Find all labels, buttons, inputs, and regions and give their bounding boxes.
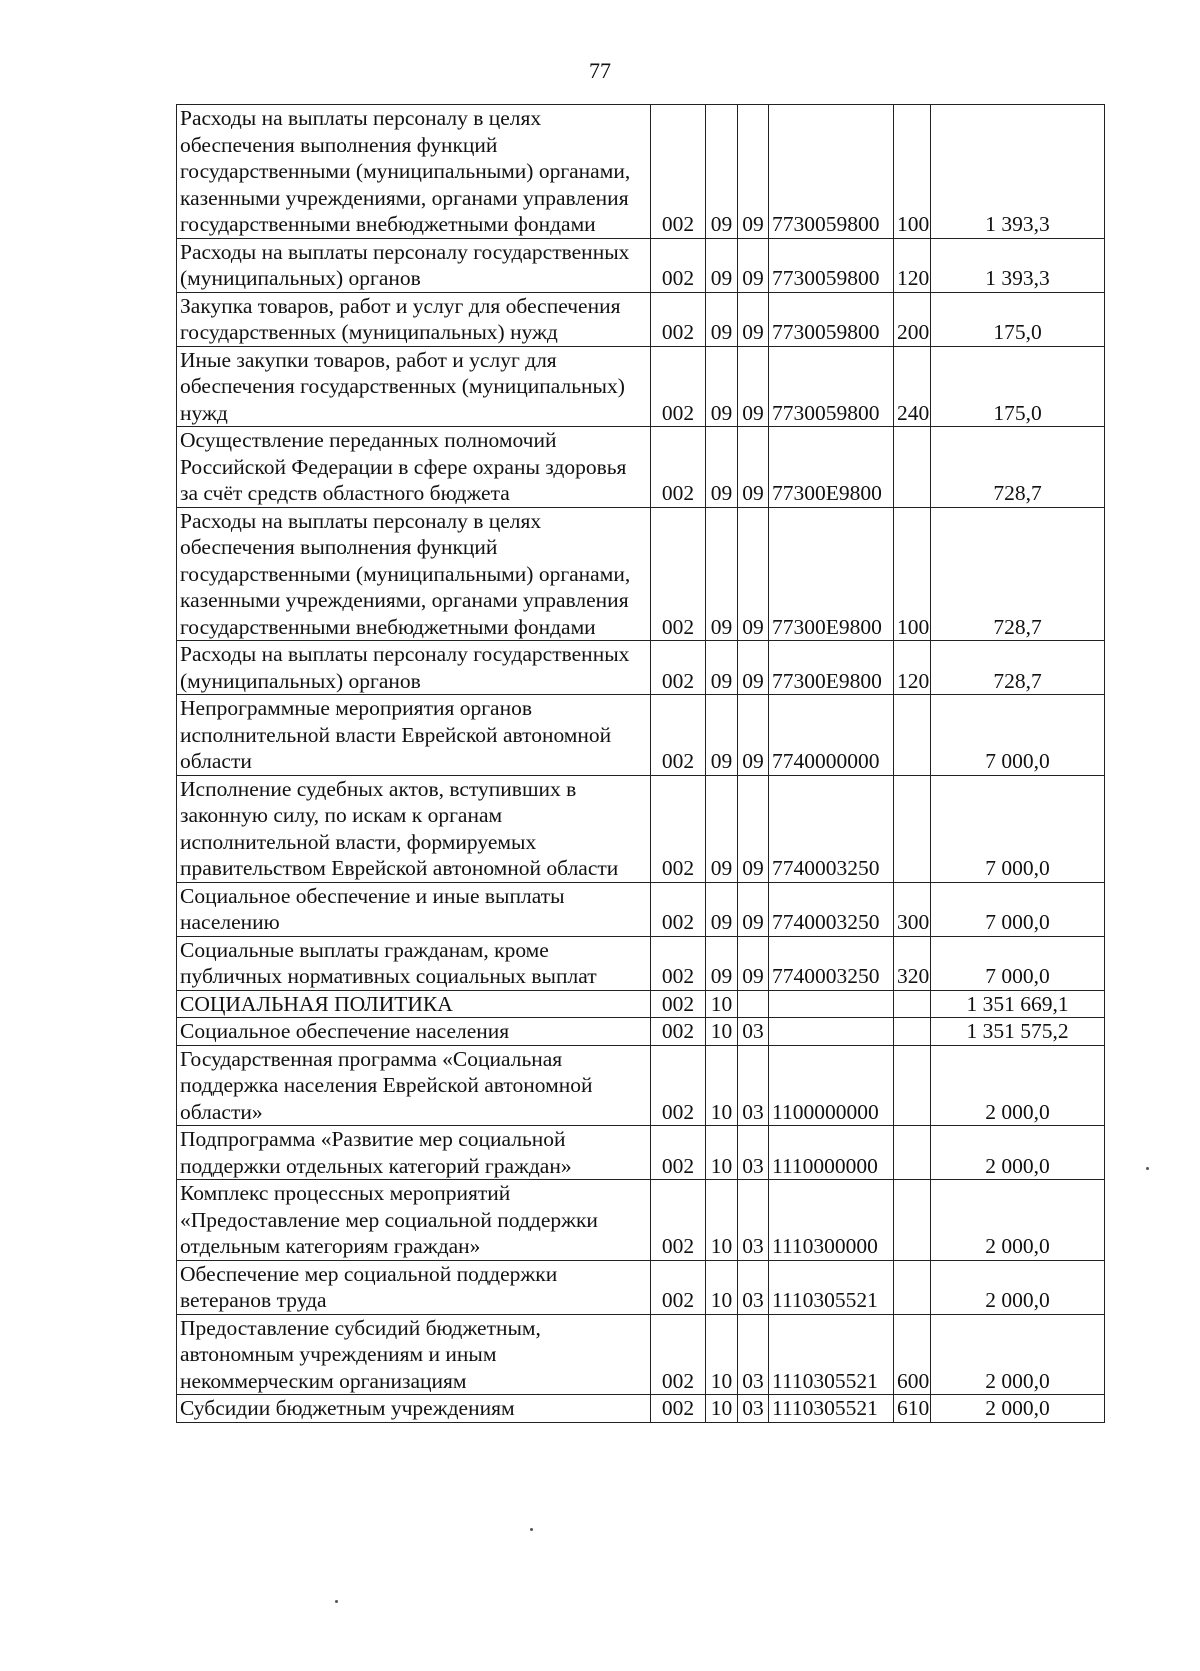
row-name: Расходы на выплаты персоналу государственных (муниципальных) органов [177,238,651,292]
section-code: 09 [706,936,738,990]
expense-type-code: 610 [894,1395,931,1423]
subsection-code: 09 [738,238,769,292]
expense-type-code [894,1126,931,1180]
target-article-code: 77300E9800 [769,427,894,508]
subsection-code: 03 [738,1045,769,1126]
amount: 2 000,0 [931,1314,1105,1395]
section-code: 09 [706,695,738,776]
row-name: СОЦИАЛЬНАЯ ПОЛИТИКА [177,990,651,1018]
ministry-code: 002 [651,641,706,695]
subsection-code: 03 [738,1126,769,1180]
section-code: 09 [706,427,738,508]
target-article-code [769,990,894,1018]
row-name: Непрограммные мероприятия органов исполнительной власти Еврейской автономной области [177,695,651,776]
subsection-code: 09 [738,936,769,990]
ministry-code: 002 [651,292,706,346]
row-name: Подпрограмма «Развитие мер социальной поддержки отдельных категорий граждан» [177,1126,651,1180]
expense-type-code [894,1260,931,1314]
row-name: Осуществление переданных полномочий Российской Федерации в сфере охраны здоровья за счёт средств областного бюджета [177,427,651,508]
section-code: 10 [706,1045,738,1126]
page-number: 77 [589,58,611,83]
subsection-code: 03 [738,1314,769,1395]
section-code: 09 [706,346,738,427]
section-code: 09 [706,292,738,346]
table-row [177,936,1105,990]
expense-type-code: 200 [894,292,931,346]
target-article-code: 7740003250 [769,936,894,990]
subsection-code: 09 [738,882,769,936]
ministry-code: 002 [651,238,706,292]
section-code: 09 [706,105,738,239]
section-code: 09 [706,507,738,641]
target-article-code: 7730059800 [769,105,894,239]
section-code: 10 [706,1018,738,1046]
ministry-code: 002 [651,1260,706,1314]
table-row [177,695,1105,776]
section-code: 09 [706,775,738,882]
amount: 7 000,0 [931,936,1105,990]
target-article-code: 1110300000 [769,1180,894,1261]
ministry-code: 002 [651,427,706,508]
subsection-code: 09 [738,427,769,508]
amount: 2 000,0 [931,1126,1105,1180]
target-article-code: 7730059800 [769,292,894,346]
row-name: Расходы на выплаты персоналу в целях обеспечения выполнения функций государственными (муниципальными) органами, казенными учреждениями, органами управления государственными внебюджетными фондами [177,507,651,641]
table-row [177,427,1105,508]
row-name: Комплекс процессных мероприятий «Предоставление мер социальной поддержки отдельным категориям граждан» [177,1180,651,1261]
amount: 728,7 [931,507,1105,641]
row-name: Субсидии бюджетным учреждениям [177,1395,651,1423]
amount: 2 000,0 [931,1180,1105,1261]
table-row [177,990,1105,1018]
expense-type-code: 120 [894,641,931,695]
section-code: 10 [706,1260,738,1314]
row-name: Социальное обеспечение населения [177,1018,651,1046]
amount: 7 000,0 [931,775,1105,882]
amount: 2 000,0 [931,1260,1105,1314]
expense-type-code: 600 [894,1314,931,1395]
expense-type-code [894,427,931,508]
scan-speck [530,1528,533,1531]
amount: 175,0 [931,292,1105,346]
amount: 1 393,3 [931,105,1105,239]
table-row [177,1018,1105,1046]
table-row [177,882,1105,936]
table-row [177,775,1105,882]
subsection-code: 03 [738,1395,769,1423]
expense-type-code: 320 [894,936,931,990]
expense-type-code [894,990,931,1018]
subsection-code: 09 [738,105,769,239]
amount: 1 351 669,1 [931,990,1105,1018]
ministry-code: 002 [651,1018,706,1046]
section-code: 10 [706,1180,738,1261]
row-name: Иные закупки товаров, работ и услуг для обеспечения государственных (муниципальных) нужд [177,346,651,427]
table-row [177,346,1105,427]
target-article-code: 77300E9800 [769,641,894,695]
ministry-code: 002 [651,775,706,882]
target-article-code: 7740003250 [769,882,894,936]
scan-speck [335,1600,338,1603]
ministry-code: 002 [651,936,706,990]
ministry-code: 002 [651,346,706,427]
table-row [177,292,1105,346]
row-name: Закупка товаров, работ и услуг для обеспечения государственных (муниципальных) нужд [177,292,651,346]
subsection-code: 03 [738,1260,769,1314]
ministry-code: 002 [651,1314,706,1395]
row-name: Социальное обеспечение и иные выплаты населению [177,882,651,936]
subsection-code: 03 [738,1180,769,1261]
row-name: Исполнение судебных актов, вступивших в законную силу, по искам к органам исполнительной власти, формируемых правительством Еврейской автономной области [177,775,651,882]
ministry-code: 002 [651,1180,706,1261]
target-article-code: 1110305521 [769,1395,894,1423]
expense-type-code [894,695,931,776]
expense-type-code: 300 [894,882,931,936]
subsection-code: 09 [738,695,769,776]
subsection-code: 09 [738,507,769,641]
subsection-code [738,990,769,1018]
target-article-code: 7740000000 [769,695,894,776]
expense-type-code: 100 [894,507,931,641]
table-row [177,641,1105,695]
ministry-code: 002 [651,1126,706,1180]
row-name: Социальные выплаты гражданам, кроме публичных нормативных социальных выплат [177,936,651,990]
amount: 1 351 575,2 [931,1018,1105,1046]
expense-type-code [894,775,931,882]
table-row [177,1126,1105,1180]
section-code: 09 [706,238,738,292]
expense-type-code [894,1180,931,1261]
ministry-code: 002 [651,1045,706,1126]
ministry-code: 002 [651,882,706,936]
amount: 2 000,0 [931,1395,1105,1423]
row-name: Государственная программа «Социальная поддержка населения Еврейской автономной области» [177,1045,651,1126]
row-name: Расходы на выплаты персоналу в целях обеспечения выполнения функций государственными (муниципальными) органами, казенными учреждениями, органами управления государственными внебюджетными фондами [177,105,651,239]
table-body [177,105,1105,1423]
row-name: Обеспечение мер социальной поддержки ветеранов труда [177,1260,651,1314]
target-article-code: 1100000000 [769,1045,894,1126]
scan-speck [1146,1167,1149,1170]
subsection-code: 09 [738,292,769,346]
subsection-code: 09 [738,346,769,427]
expense-type-code: 240 [894,346,931,427]
target-article-code: 1110305521 [769,1314,894,1395]
target-article-code: 7730059800 [769,238,894,292]
expense-type-code: 120 [894,238,931,292]
table-row [177,1395,1105,1423]
amount: 2 000,0 [931,1045,1105,1126]
table-row [177,1260,1105,1314]
table-row [177,1314,1105,1395]
ministry-code: 002 [651,1395,706,1423]
budget-table [176,104,1105,1423]
target-article-code [769,1018,894,1046]
row-name: Предоставление субсидий бюджетным, автономным учреждениям и иным некоммерческим организациям [177,1314,651,1395]
amount: 728,7 [931,641,1105,695]
section-code: 10 [706,1395,738,1423]
table-row [177,105,1105,239]
amount: 1 393,3 [931,238,1105,292]
amount: 7 000,0 [931,695,1105,776]
table-row [177,238,1105,292]
target-article-code: 1110305521 [769,1260,894,1314]
ministry-code: 002 [651,105,706,239]
row-name: Расходы на выплаты персоналу государственных (муниципальных) органов [177,641,651,695]
ministry-code: 002 [651,990,706,1018]
section-code: 09 [706,641,738,695]
section-code: 10 [706,1314,738,1395]
table-row [177,1045,1105,1126]
target-article-code: 7740003250 [769,775,894,882]
target-article-code: 7730059800 [769,346,894,427]
section-code: 09 [706,882,738,936]
target-article-code: 1110000000 [769,1126,894,1180]
ministry-code: 002 [651,507,706,641]
section-code: 10 [706,990,738,1018]
amount: 728,7 [931,427,1105,508]
table-row [177,1180,1105,1261]
expense-type-code [894,1018,931,1046]
amount: 7 000,0 [931,882,1105,936]
section-code: 10 [706,1126,738,1180]
target-article-code: 77300E9800 [769,507,894,641]
table-row [177,507,1105,641]
expense-type-code [894,1045,931,1126]
ministry-code: 002 [651,695,706,776]
subsection-code: 03 [738,1018,769,1046]
expense-type-code: 100 [894,105,931,239]
subsection-code: 09 [738,775,769,882]
subsection-code: 09 [738,641,769,695]
amount: 175,0 [931,346,1105,427]
